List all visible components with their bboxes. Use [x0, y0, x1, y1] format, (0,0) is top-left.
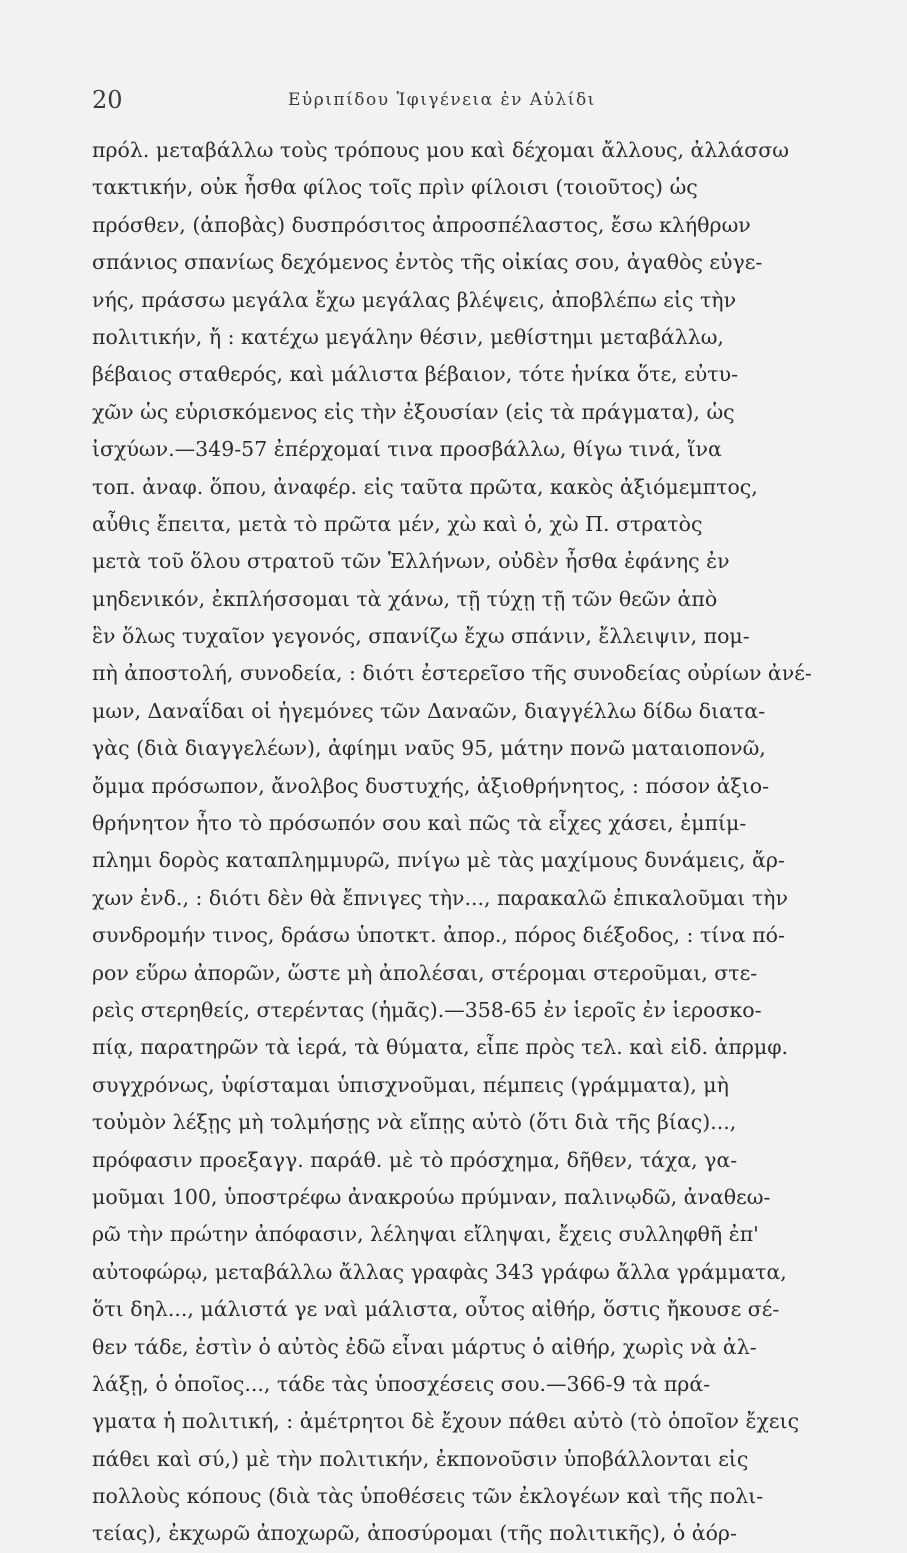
- text-line: πὴ ἀποστολή, συνοδεία, : διότι ἐστερεῖσο τῆς συνοδείας οὐρίων ἀνέ-: [92, 661, 812, 686]
- text-line: πάθει καὶ σύ,) μὲ τὴν πολιτικήν, ἐκπονοῦσιν ὑποβάλλονται εἰς: [92, 1446, 749, 1471]
- text-line: μετὰ τοῦ ὅλου στρατοῦ τῶν Ἑλλήνων, οὐδὲν ἦσθα ἐφάνης ἐν: [92, 549, 730, 574]
- text-line: πρόλ. μεταβάλλω τοὺς τρόπους μου καὶ δέχομαι ἄλλους, ἀλλάσσω: [92, 138, 789, 162]
- text-line: μοῦμαι 100, ὑποστρέφω ἀνακρούω πρύμναν, παλινῳδῶ, ἀναθεω-: [92, 1184, 771, 1209]
- text-line: γματα ἡ πολιτική, : ἀμέτρητοι δὲ ἔχουν πάθει αὐτὸ (τὸ ὁποῖον ἔχεις: [92, 1409, 800, 1434]
- text-line: μων, Δαναΐδαι οἱ ἡγεμόνες τῶν Δαναῶν, διαγγέλλω δίδω διατα-: [92, 698, 766, 723]
- page-header: [88, 80, 868, 120]
- text-line: ρεὶς στερηθείς, στερέντας (ἡμᾶς).—358-65 ἐν ἱεροῖς ἐν ἱεροσκο-: [92, 997, 762, 1022]
- text-line: γὰς (διὰ διαγγελέων), ἀφίημι ναῦς 95, μάτην πονῶ ματαιοπονῶ,: [92, 736, 766, 761]
- text-line: αὖθις ἔπειτα, μετὰ τὸ πρῶτα μέν, χὼ καὶ ὁ, χὼ Π. στρατὸς: [92, 511, 703, 536]
- text-line: ὅτι δηλ..., μάλιστά γε ναὶ μάλιστα, οὗτος αἰθήρ, ὅστις ἤκουσε σέ-: [92, 1297, 780, 1322]
- text-line: πλημι δορὸς καταπλημμυρῶ, πνίγω μὲ τὰς μαχίμους δυνάμεις, ἄρ-: [92, 848, 785, 873]
- text-line: αὐτοφώρῳ, μεταβάλλω ἄλλας γραφὰς 343 γράφω ἄλλα γράμματα,: [92, 1259, 787, 1284]
- text-line: τείας), ἐκχωρῶ ἀποχωρῶ, ἀποσύρομαι (τῆς πολιτικῆς), ὁ ἀόρ-: [92, 1521, 737, 1546]
- text-line: βέβαιος σταθερός, καὶ μάλιστα βέβαιον, τότε ἡνίκα ὅτε, εὐτυ-: [92, 362, 739, 387]
- text-line: λάξῃ, ὁ ὁποῖος..., τάδε τὰς ὑποσχέσεις σου.—366-9 τὰ πρά-: [92, 1371, 711, 1396]
- text-line: χων ἐνδ., : διότι δὲν θὰ ἔπνιγες τὴν..., παρακαλῶ ἐπικαλοῦμαι τὴν: [92, 885, 788, 910]
- text-line: χῶν ὡς εὑρισκόμενος εἰς τὴν ἐξουσίαν (εἰς τὰ πράγματα), ὡς: [92, 399, 735, 424]
- text-line: ρον εὕρω ἀπορῶν, ὥστε μὴ ἀπολέσαι, στέρομαι στεροῦμαι, στε-: [92, 960, 758, 985]
- text-line: τακτικήν, οὐκ ἦσθα φίλος τοῖς πρὶν φίλοισι (τοιοῦτος) ὡς: [92, 175, 698, 200]
- text-line: ρῶ τὴν πρώτην ἀπόφασιν, λέληψαι εἴληψαι, ἔχεις συλληφθῆ ἐπ': [92, 1222, 759, 1247]
- text-line: τοπ. ἀναφ. ὅπου, ἀναφέρ. εἰς ταῦτα πρῶτα, κακὸς ἀξιόμεμπτος,: [92, 474, 758, 499]
- text-line: ὄμμα πρόσωπον, ἄνολβος δυστυχής, ἀξιοθρήνητος, : πόσον ἀξιο-: [92, 773, 770, 798]
- text-line: σπάνιος σπανίως δεχόμενος ἐντὸς τῆς οἰκίας σου, ἀγαθὸς εὐγε-: [92, 250, 763, 275]
- text-line: συνδρομήν τινος, δράσω ὑποτκτ. ἀπορ., πόρος διέξοδος, : τίνα πό-: [92, 923, 785, 948]
- text-line: πίᾳ, παρατηρῶν τὰ ἱερά, τὰ θύματα, εἶπε πρὸς τελ. καὶ εἰδ. ἀπρμφ.: [92, 1035, 789, 1060]
- text-line: πρόσθεν, (ἀποβὰς) δυσπρόσιτος ἀπροσπέλαστος, ἔσω κλήθρων: [92, 212, 751, 237]
- page-number: 20: [92, 86, 123, 114]
- text-line: θεν τάδε, ἐστὶν ὁ αὐτὸς ἐδῶ εἶναι μάρτυς ὁ αἰθήρ, χωρὶς νὰ ἀλ-: [92, 1334, 757, 1359]
- text-line: νής, πράσσω μεγάλα ἔχω μεγάλας βλέψεις, ἀποβλέπω εἰς τὴν: [92, 287, 737, 312]
- text-line: πρόφασιν προεξαγγ. παράθ. μὲ τὸ πρόσχημα, δῆθεν, τάχα, γα-: [92, 1147, 738, 1172]
- text-line: τοὐμὸν λέξῃς μὴ τολμήσῃς νὰ εἴπῃς αὐτὸ (ὅτι διὰ τῆς βίας)...,: [92, 1110, 737, 1135]
- commentary-text: [92, 132, 872, 1553]
- text-line: ἓν ὅλως τυχαῖον γεγονός, σπανίζω ἔχω σπάνιν, ἔλλειψιν, πομ-: [92, 624, 750, 649]
- text-line: πολλοὺς κόπους (διὰ τὰς ὑποθέσεις τῶν ἐκλογέων καὶ τῆς πολι-: [92, 1484, 764, 1509]
- text-line: πολιτικήν, ἤ : κατέχω μεγάλην θέσιν, μεθίστημι μεταβάλλω,: [92, 324, 724, 349]
- running-title: Εὐριπίδου Ἰφιγένεια ἐν Αὐλίδι: [288, 90, 596, 110]
- text-line: ἰσχύων.—349-57 ἐπέρχομαί τινα προσβάλλω, θίγω τινά, ἵνα: [92, 437, 722, 462]
- text-line: μηδενικόν, ἐκπλήσσομαι τὰ χάνω, τῇ τύχῃ τῇ τῶν θεῶν ἀπὸ: [92, 586, 718, 611]
- text-line: θρήνητον ἦτο τὸ πρόσωπόν σου καὶ πῶς τὰ εἶχες χάσει, ἐμπίμ-: [92, 811, 747, 836]
- text-line: συγχρόνως, ὑφίσταμαι ὑπισχνοῦμαι, πέμπεις (γράμματα), μὴ: [92, 1072, 729, 1097]
